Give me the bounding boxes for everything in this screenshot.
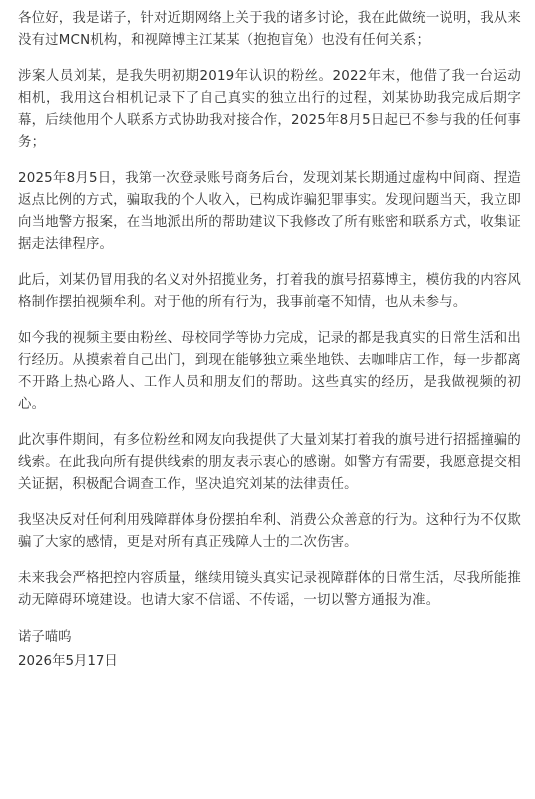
paragraph-future: 未来我会严格把控内容质量，继续用镜头真实记录视障群体的日常生活，尽我所能推动无障碍环境建设。也请大家不信谣、不传谣，一切以警方通报为准。 bbox=[18, 571, 521, 608]
signature-date: 2026年5月17日 bbox=[18, 654, 118, 669]
paragraph-current-videos: 如今我的视频主要由粉丝、母校同学等协力完成，记录的都是我真实的日常生活和出行经历。从摸索着自己出门，到现在能够独立乘坐地铁、去咖啡店工作，每一步都离不开路上热心路人、工作人员和朋友们的帮助。这些真实的经历，是我做视频的初心。 bbox=[18, 331, 521, 412]
paragraph-thanks: 此次事件期间，有多位粉丝和网友向我提供了大量刘某打着我的旗号进行招摇撞骗的线索。在此我向所有提供线索的朋友表示衷心的感谢。如警方有需要，我愿意提交相关证据，积极配合调查工作，坚决追究刘某的法律责任。 bbox=[18, 433, 521, 492]
paragraph-fraud-discovery: 2025年8月5日，我第一次登录账号商务后台，发现刘某长期通过虚构中间商、捏造返点比例的方式，骗取我的个人收入，已构成诈骗犯罪事实。发现问题当天，我立即向当地警方报案，在当地派出所的帮助建议下我修改了所有账密和联系方式，收集证据走法律程序。 bbox=[18, 171, 521, 252]
paragraph-intro: 各位好，我是诺子，针对近期网络上关于我的诸多讨论，我在此做统一说明，我从来没有过MCN机构，和视障博主江某某（抱抱盲兔）也没有任何关系； bbox=[18, 11, 521, 48]
paragraph-opposition: 我坚决反对任何利用残障群体身份摆拍牟利、消费公众善意的行为。这种行为不仅欺骗了大家的感情，更是对所有真正残障人士的二次伤害。 bbox=[18, 513, 521, 550]
signature-name: 诺子喵呜 bbox=[18, 630, 72, 645]
paragraph-impersonation: 此后，刘某仍冒用我的名义对外招揽业务，打着我的旗号招募博主，模仿我的内容风格制作摆拍视频牟利。对于他的所有行为，我事前毫不知情，也从未参与。 bbox=[18, 273, 521, 310]
paragraph-liu-background: 涉案人员刘某，是我失明初期2019年认识的粉丝。2022年末，他借了我一台运动相机，我用这台相机记录下了自己真实的独立出行的过程，刘某协助我完成后期字幕，后续他用个人联系方式协助我对接合作，2025年8月5日起已不参与我的任何事务； bbox=[18, 69, 521, 150]
